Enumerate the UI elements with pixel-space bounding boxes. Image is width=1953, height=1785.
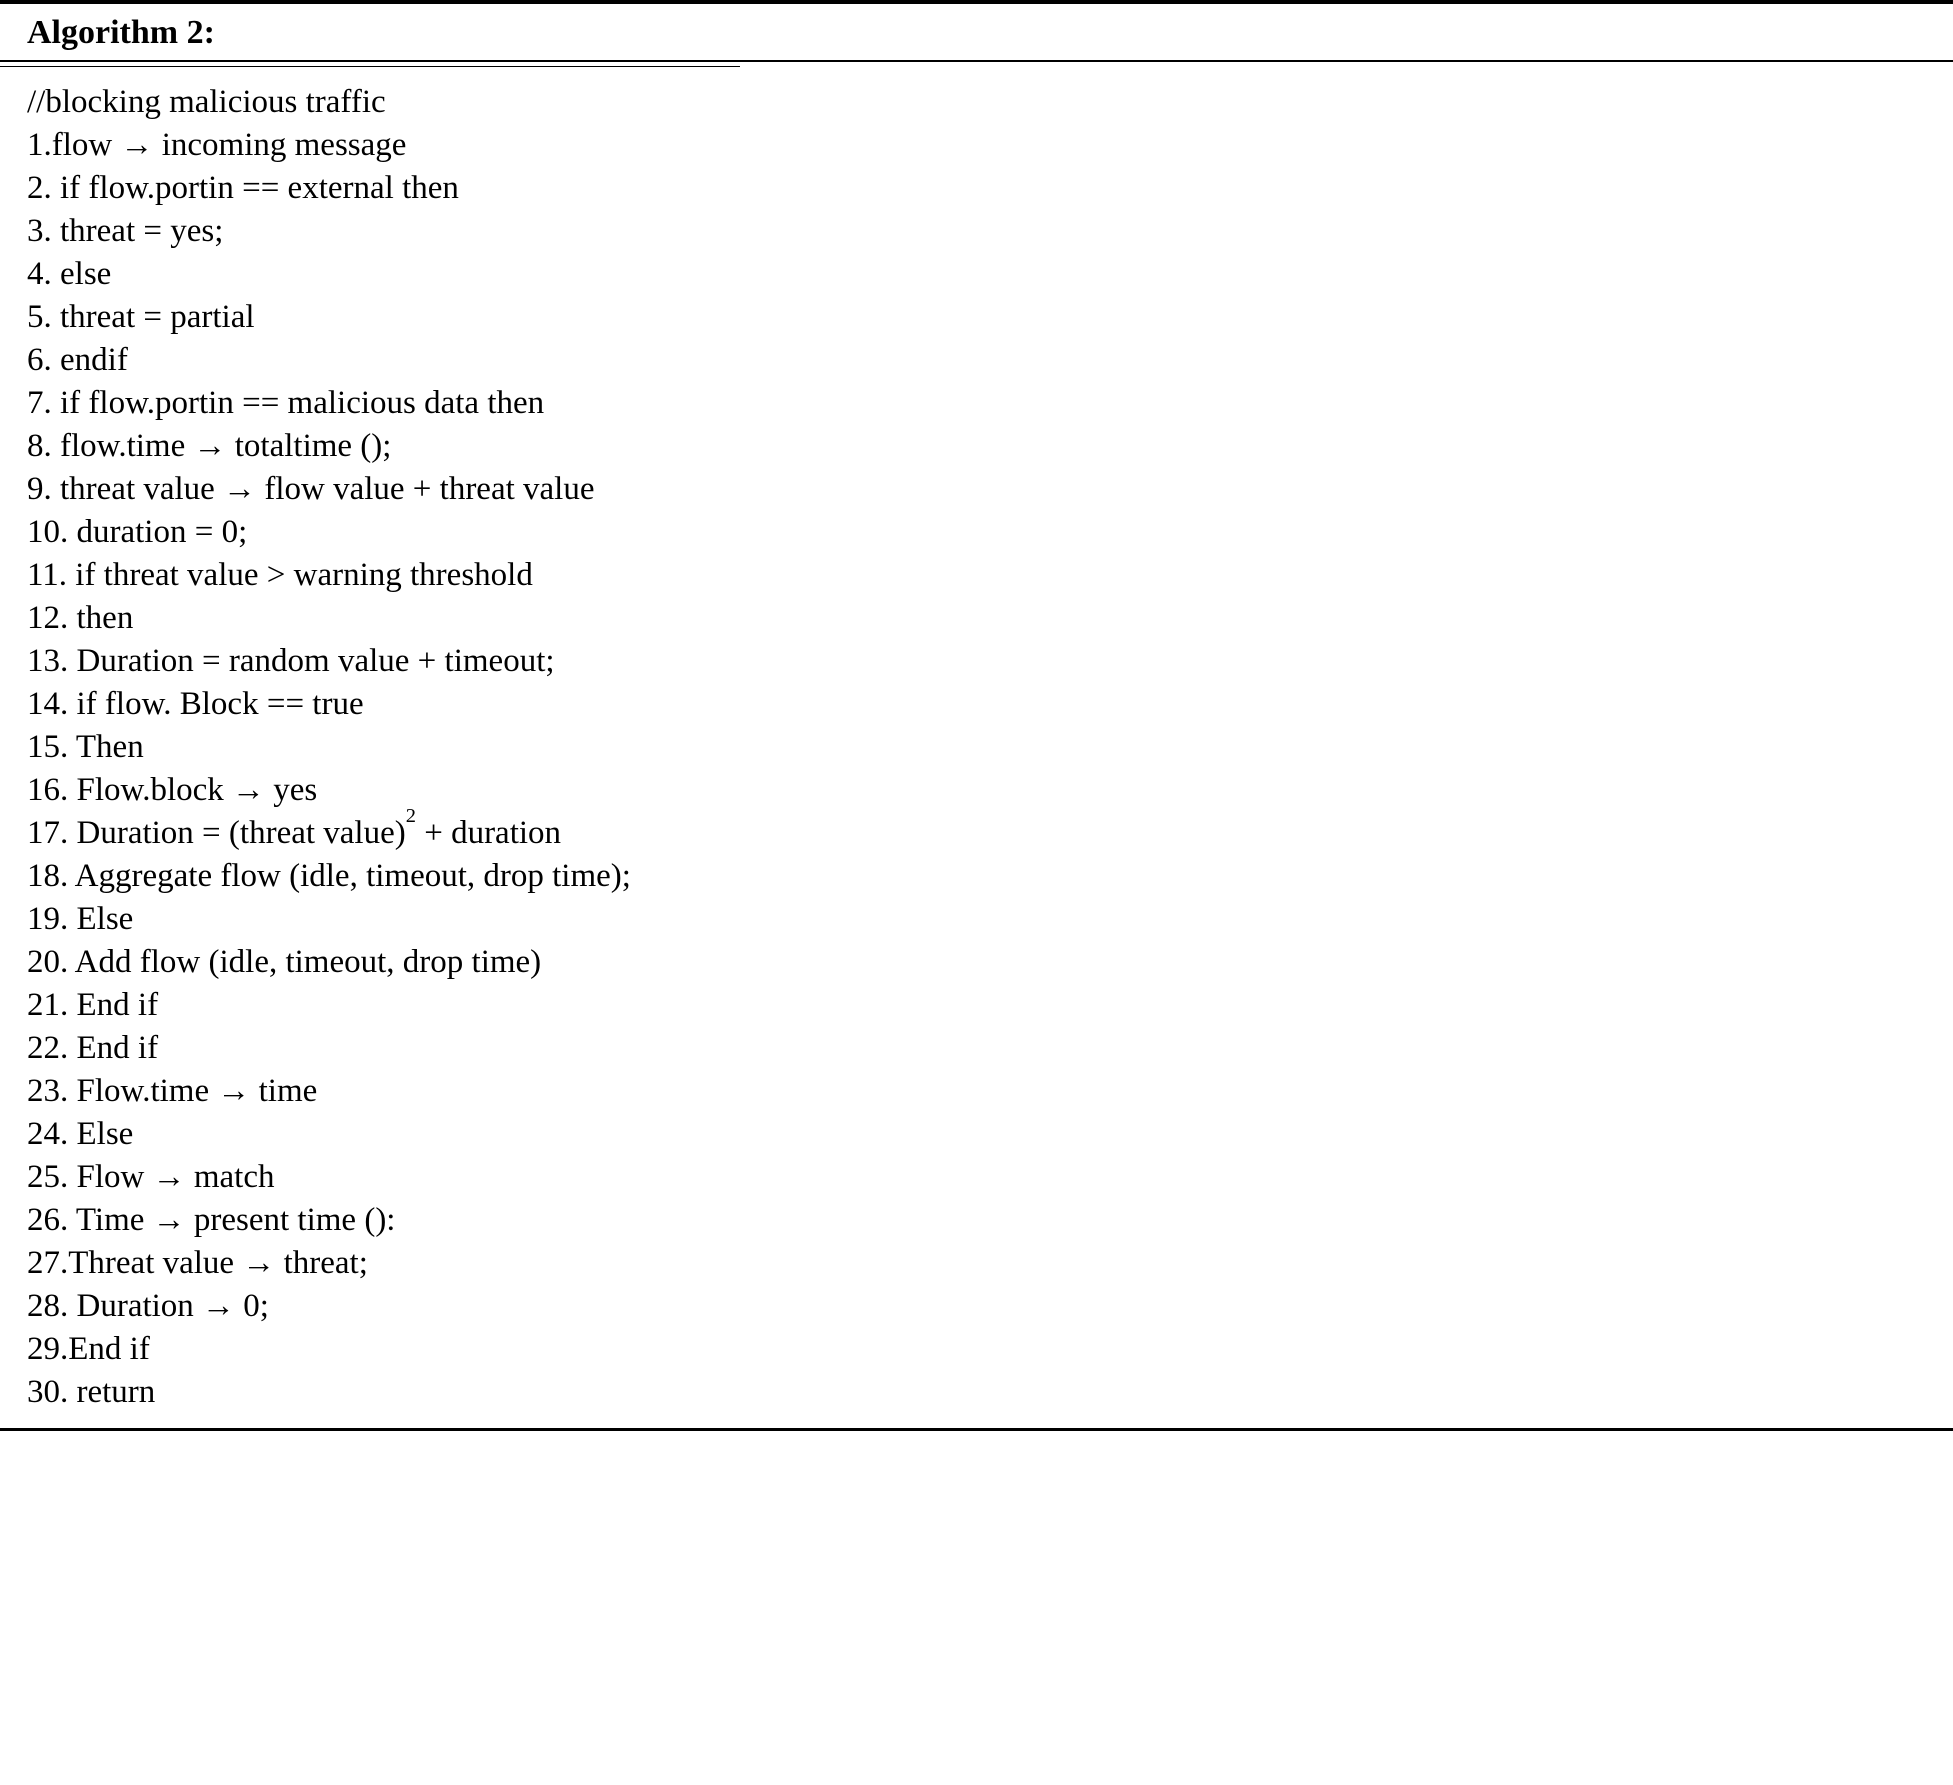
code-line: 28. Duration → 0; — [27, 1288, 269, 1324]
code-line: 23. Flow.time → time — [27, 1073, 318, 1109]
code-line: 20. Add flow (idle, timeout, drop time) — [27, 944, 542, 980]
code-line: 4. else — [27, 256, 112, 292]
code-line: 29.End if — [27, 1331, 150, 1367]
code-line: 9. threat value → flow value + threat value — [27, 471, 595, 507]
code-line: 16. Flow.block → yes — [27, 772, 318, 808]
code-line: 13. Duration = random value + timeout; — [27, 643, 555, 679]
code-line: 7. if flow.portin == malicious data then — [27, 385, 545, 421]
code-line: 17. Duration = (threat value)$^2$ + duration — [27, 804, 562, 851]
code-line: 5. threat = partial — [27, 299, 255, 335]
algorithm-code — [0, 67, 1953, 1428]
code-line: 25. Flow → match — [27, 1159, 275, 1195]
code-line: 6. endif — [27, 342, 128, 378]
code-line: 10. duration = 0; — [27, 514, 248, 550]
bottom-divider — [0, 1428, 1953, 1431]
code-line: 22. End if — [27, 1030, 159, 1066]
code-line: 15. Then — [27, 729, 144, 765]
algorithm-title: Algorithm 2: — [0, 0, 1953, 60]
code-line: 2. if flow.portin == external then — [27, 170, 459, 206]
code-line: 21. End if — [27, 987, 159, 1023]
code-line: 3. threat = yes; — [27, 213, 224, 249]
code-line: 14. if flow. Block == true — [27, 686, 364, 722]
code-line: 12. then — [27, 600, 134, 636]
code-line: 18. Aggregate flow (idle, timeout, drop time); — [27, 858, 631, 894]
code-line: 8. flow.time → totaltime (); — [27, 428, 392, 464]
header-divider — [0, 60, 1953, 62]
code-line: 24. Else — [27, 1116, 134, 1152]
code-line: 26. Time → present time (): — [27, 1202, 396, 1238]
code-line: 30. return — [27, 1374, 156, 1410]
code-line: //blocking malicious traffic — [27, 84, 386, 120]
code-line: 19. Else — [27, 901, 134, 937]
code-line: 27.Threat value → threat; — [27, 1245, 368, 1281]
code-line: 11. if threat value > warning threshold — [27, 557, 533, 593]
code-line: 1.flow → incoming message — [27, 127, 407, 163]
